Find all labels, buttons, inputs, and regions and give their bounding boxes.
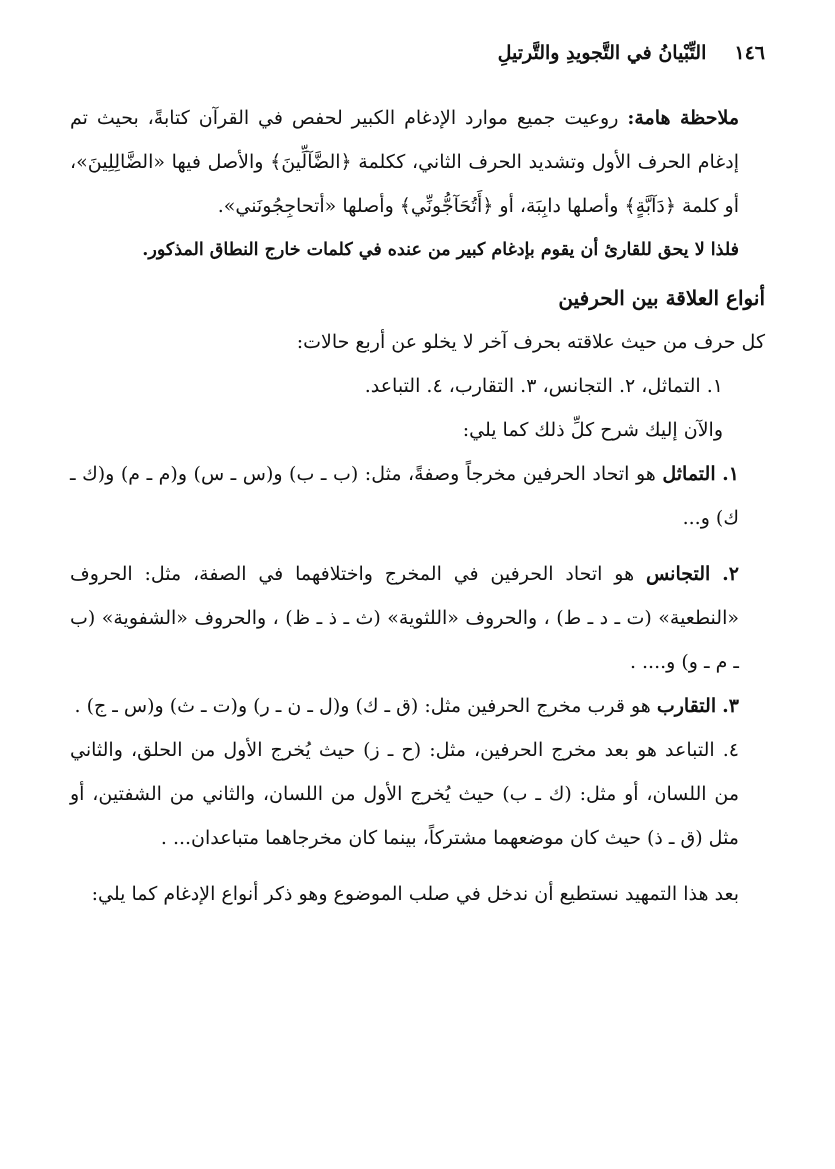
item-number: ٢.	[722, 563, 739, 585]
item-term: التباعد	[665, 739, 715, 761]
page-body	[70, 96, 765, 916]
closing-paragraph: بعد هذا التمهيد نستطيع أن ندخل في صلب الموضوع وهو ذكر أنواع الإدغام كما يلي:	[91, 883, 739, 905]
section-title: أنواع العلاقة بين الحرفين	[558, 286, 765, 310]
page-number: ١٤٦	[734, 42, 765, 64]
categories-list: ١. التماثل، ٢. التجانس، ٣. التقارب، ٤. التباعد.	[364, 375, 723, 397]
note-label: ملاحظة هامة:	[627, 107, 740, 129]
note-text: روعيت جميع موارد الإدغام الكبير لحفص في القرآن كتابةً، بحيث تم إدغام الحرف الأول وتشديد الحرف الثاني، ككلمة ﴿الضَّآلِّينَ﴾ والأصل فيها «الضَّالِلِينَ»، أو كلمة ﴿دَآبَّةٍ﴾ وأصلها دابِبَة، أو ﴿أَتُحَآجُّونِّي﴾ وأصلها «أتحاجِجُونَني».	[70, 107, 739, 217]
item-text: هو اتحاد الحرفين مخرجاً وصفةً، مثل: (ب ـ ب) و(س ـ س) و(م ـ م) و(ك ـ ك) و...	[70, 463, 739, 529]
spacer	[70, 540, 765, 552]
spacer	[70, 860, 765, 872]
explain-line: والآن إليك شرح كلِّ ذلك كما يلي:	[462, 419, 723, 441]
item-proximity	[70, 684, 765, 728]
item-homogeneity	[70, 552, 765, 684]
item-text: هو اتحاد الحرفين في المخرج واختلافهما في الصفة، مثل: الحروف «النطعية» (ت ـ د ـ ط) ، والحروف «اللثوية» (ث ـ ذ ـ ظ) ، والحروف «الشفوية» (ب ـ م ـ و) و.... .	[70, 563, 739, 673]
page-header	[70, 38, 765, 68]
item-term: التجانس	[645, 563, 711, 585]
item-text: هو بعد مخرج الحرفين، مثل: (ح ـ ز) حيث يُخرج الأول من الحلق، والثاني من اللسان، أو مثل: (ك ـ ب) حيث يُخرج الأول من اللسان، والثاني من الشفتين، أو مثل (ق ـ ذ) حيث كان موضعهما مشتركاً، بينما كان مخرجاهما متباعدان... .	[70, 739, 739, 849]
item-text: هو قرب مخرج الحرفين مثل: (ق ـ ك) و(ل ـ ن ـ ر) و(ت ـ ث) و(س ـ ج) .	[74, 695, 651, 717]
warning-paragraph: فلذا لا يحق للقارئ أن يقوم بإدغام كبير من عنده في كلمات خارج النطاق المذكور.	[142, 240, 739, 260]
item-distance	[70, 728, 765, 860]
running-title: التِّبْيانُ في التَّجويدِ والتَّرتيلِ	[497, 42, 707, 64]
item-term: التقارب	[656, 695, 717, 717]
item-term: التماثل	[662, 463, 716, 485]
item-similarity	[70, 452, 765, 540]
note-paragraph	[70, 96, 765, 228]
item-number: ٣.	[722, 695, 739, 717]
item-number: ٤.	[722, 739, 740, 761]
item-number: ١.	[722, 463, 739, 485]
intro-paragraph: كل حرف من حيث علاقته بحرف آخر لا يخلو عن أربع حالات:	[296, 331, 765, 353]
